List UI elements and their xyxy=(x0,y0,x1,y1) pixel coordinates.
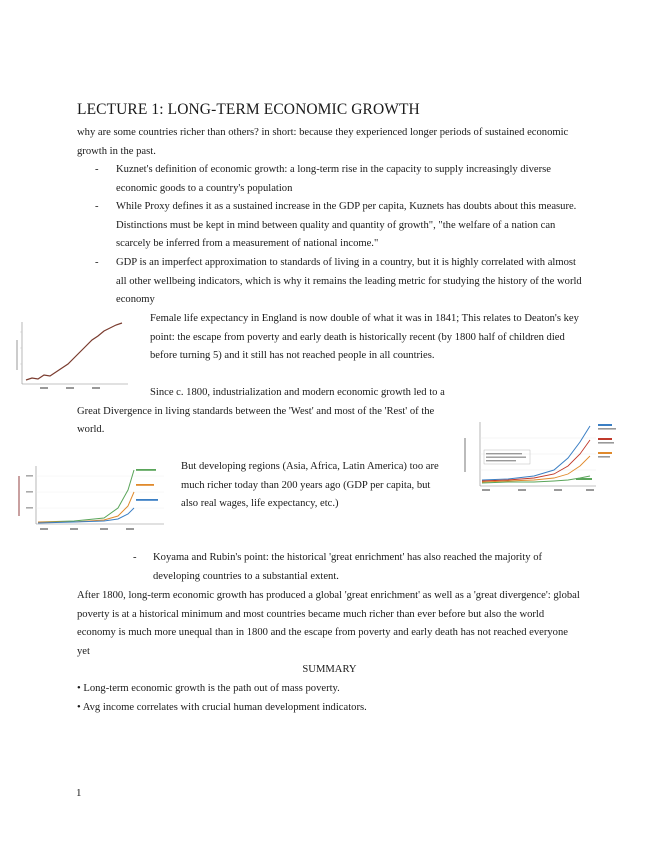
bullet-dash: - xyxy=(95,164,99,175)
life-expectancy-paragraph: Female life expectancy in England is now double of what it was in 1841; This relates to Deaton's key point: the escape from poverty and early death is historically recent (by 1800 half of children died before turning 5) and it still has not reached people in all countries. xyxy=(150,313,579,362)
series-line-asia xyxy=(38,492,134,522)
summary-item: • Long-term economic growth is the path out of mass poverty. xyxy=(77,683,340,694)
koyama-rubin-bullet-list xyxy=(133,549,563,586)
bullet-text: GDP is an imperfect approximation to standards of living in a country, but it is highly correlated with almost all other wellbeing indicators, which is why it remains the leading metric for studying the history of the world economy xyxy=(116,256,582,306)
page-number: 1 xyxy=(76,787,82,799)
chart-y-label xyxy=(16,340,18,370)
after-1800-paragraph: After 1800, long-term economic growth has produced a global 'great enrichment' as well as a 'great divergence': global poverty is at a historical minimum and most countries became much richer than ever before but also the world economy is much more unequal than in 1800 and the escape from poverty and early death has not reached everyone yet xyxy=(77,590,580,657)
bullet-text: Koyama and Rubin's point: the historical 'great enrichment' has also reached the majority of developing countries to a substantial extent. xyxy=(153,552,543,582)
chart-x-tick-labels xyxy=(40,528,134,530)
bullet-dash: - xyxy=(95,201,99,213)
developing-regions-chart-figure xyxy=(14,462,172,536)
bullet-item-gdp-approximation xyxy=(95,254,585,310)
developing-regions-paragraph: But developing regions (Asia, Africa, Latin America) too are much richer today than 200 years ago (GDP per capita, but also real wages, life expectancy, etc.) xyxy=(181,461,439,510)
summary-list xyxy=(77,680,582,717)
life-expectancy-chart-figure xyxy=(14,318,132,392)
bullet-text: While Proxy defines it as a sustained increase in the GDP per capita, Kuznets has doubts about this measure. Distinctions must be kept in mind between quality and quantity of growth", "the welfare of a nation can scarcely be inferred from a measurement of national income." xyxy=(116,201,577,250)
chart-y-label xyxy=(18,476,20,516)
lecture-title: LECTURE 1: LONG-TERM ECONOMIC GROWTH xyxy=(77,101,420,118)
great-divergence-paragraph: Since c. 1800, industrialization and modern economic growth led to a Great Divergence in living standards between the 'West' and most of the 'Rest' of the world. xyxy=(77,387,445,436)
bullet-dash: - xyxy=(133,552,137,563)
summary-heading: SUMMARY xyxy=(302,664,357,675)
great-divergence-chart-figure xyxy=(458,418,626,496)
chart-gridlines xyxy=(36,476,164,508)
chart-y-label xyxy=(464,438,466,472)
summary-item: • Avg income correlates with crucial human development indicators. xyxy=(77,701,367,713)
definition-bullet-list xyxy=(95,161,585,310)
bullet-text: Kuznet's definition of economic growth: a long-term rise in the capacity to supply increasingly diverse economic goods to a country's population xyxy=(116,164,551,194)
bullet-item-kuznets-definition xyxy=(95,161,585,198)
chart-legend-labels xyxy=(136,469,158,501)
intro-paragraph: why are some countries richer than others? in short: because they experienced longer periods of sustained economic growth in the past. xyxy=(77,127,569,157)
bullet-item-koyama-rubin xyxy=(133,549,563,586)
bullet-dash: - xyxy=(95,256,99,268)
life-expectancy-series-line xyxy=(26,323,122,380)
chart-y-tick-labels xyxy=(26,475,33,509)
bullet-item-gdp-proxy xyxy=(95,198,585,254)
